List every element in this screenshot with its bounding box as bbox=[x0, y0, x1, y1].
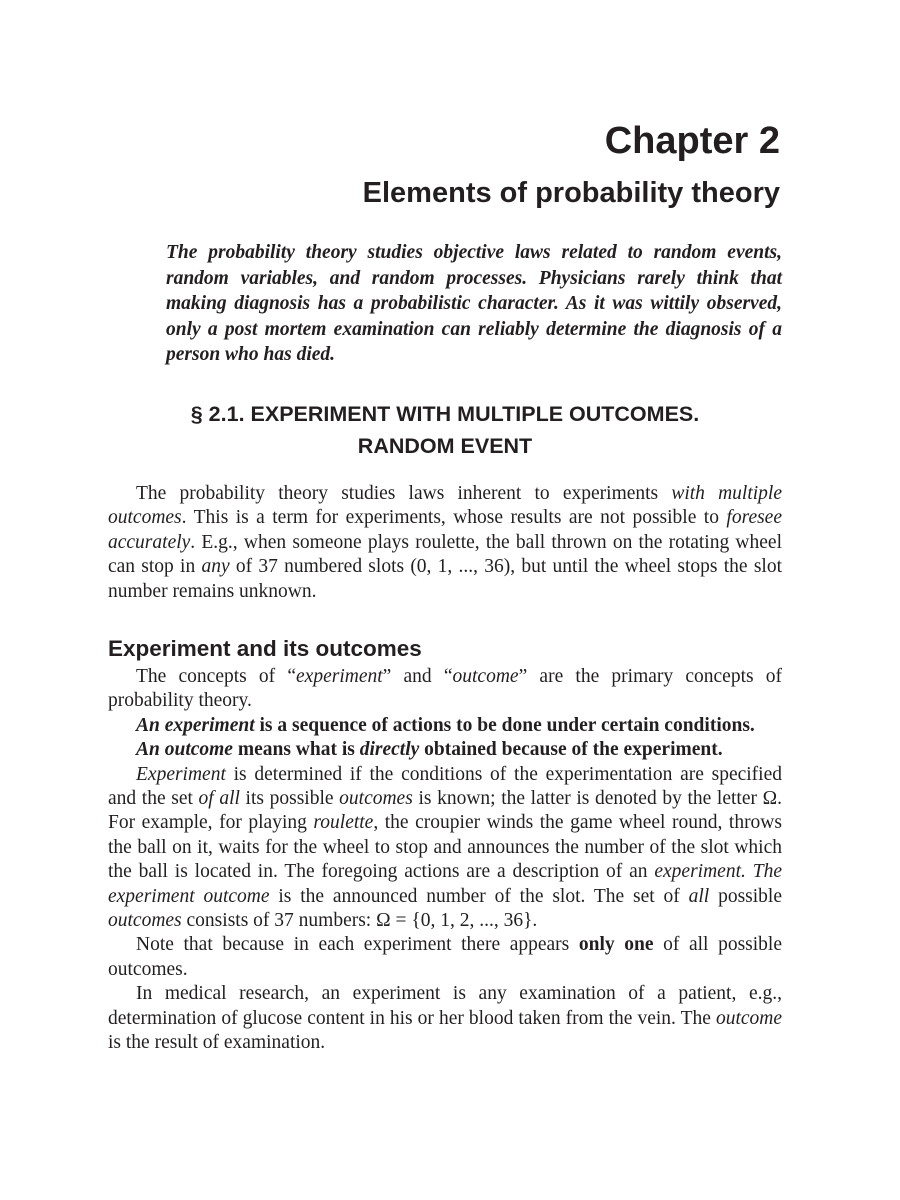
intro-paragraph: The probability theory studies laws inherent to experiments with multiple outcomes. This is a term for experiments, whose results are not possible to foresee accurately. E.g., when someone plays roulette, the ball thrown on the rotating wheel can stop in any of 37 numbered slots (0, 1, ..., 36), but until the wheel stops the slot number remains unknown. bbox=[108, 483, 782, 602]
experiment-paragraph: Experiment is determined if the conditions of the experimentation are specified and the set of all its possible outcomes is known; the latter is denoted by the letter Ω. For example, for playing roulette, the croupier winds the game wheel round, throws the ball on it, waits for the wheel to stop and announces the number of the slot which the ball is located in. The foregoing actions are a description of an experiment. The experiment outcome is the announced number of the slot. The set of all possible outcomes consists of 37 numbers: Ω = {0, 1, 2, ..., 36}. bbox=[108, 763, 782, 932]
chapter-number: Chapter 2 bbox=[604, 120, 780, 162]
section-intro bbox=[108, 482, 782, 604]
chapter-abstract: The probability theory studies objective laws related to random events, random variables, and random processes. Physicians rarely think that making diagnosis has a probabilistic character. As it was wittily observed, only a post mortem examination can reliably determine the diagnosis of a person who has died. bbox=[166, 242, 782, 365]
only-one-paragraph: Note that because in each experiment there appears only one of all possible outcomes. bbox=[108, 934, 783, 980]
section-heading-line2: RANDOM EVENT bbox=[357, 434, 533, 458]
experiment-definition: An experiment is a sequence of actions to be done under certain conditions. bbox=[136, 714, 755, 736]
section-heading-line1: § 2.1. EXPERIMENT WITH MULTIPLE OUTCOMES. bbox=[190, 402, 700, 426]
chapter-title: Elements of probability theory bbox=[362, 177, 780, 209]
concepts-paragraph: The concepts of “experiment” and “outcome” are the primary concepts of probability theory. bbox=[108, 666, 783, 712]
section-heading bbox=[108, 398, 782, 462]
subsection-body bbox=[108, 665, 782, 1056]
subsection-heading: Experiment and its outcomes bbox=[108, 636, 422, 661]
outcome-definition: An outcome means what is directly obtained because of the experiment. bbox=[136, 739, 723, 761]
medical-paragraph: In medical research, an experiment is any examination of a patient, e.g., determination of glucose content in his or her blood taken from the vein. The outcome is the result of examination. bbox=[108, 983, 782, 1054]
